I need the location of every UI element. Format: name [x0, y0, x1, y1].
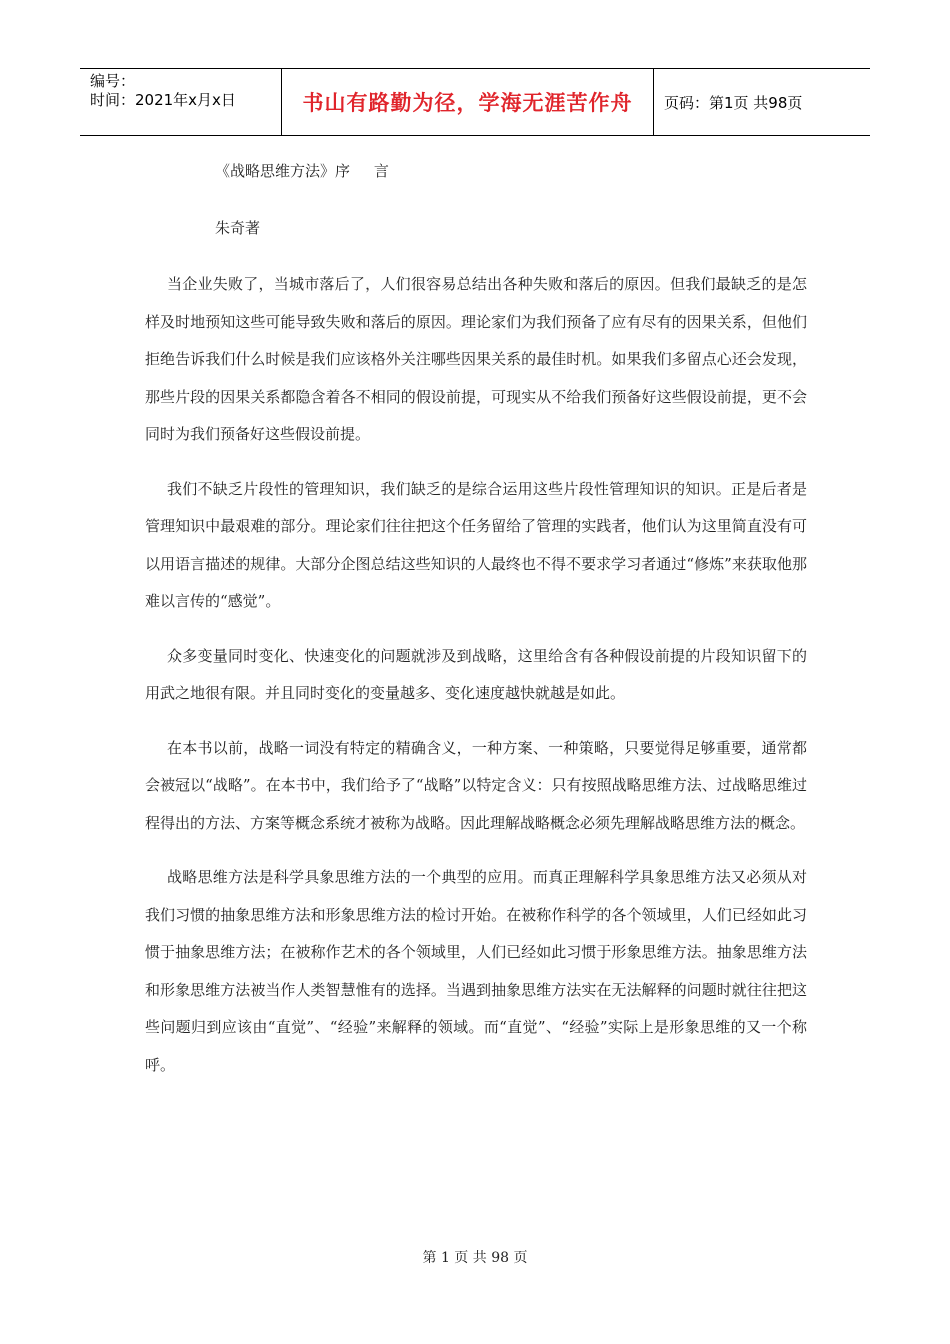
motto-text: 书山有路勤为径，学海无涯苦作舟	[302, 91, 633, 115]
page-header	[80, 68, 870, 136]
paragraph: 众多变量同时变化、快速变化的问题就涉及到战略，这里给含有各种假设前提的片段知识留下的用武之地很有限。并且同时变化的变量越多、变化速度越快就越是如此。	[145, 646, 807, 702]
paragraph: 当企业失败了，当城市落后了，人们很容易总结出各种失败和落后的原因。但我们最缺乏的是怎样及时地预知这些可能导致失败和落后的原因。理论家们为我们预备了应有尽有的因果关系，但他们拒绝告诉我们什么时候是我们应该格外关注哪些因果关系的最佳时机。如果我们多留点心还会发现，那些片段的因果关系都隐含着各不相同的假设前提，可现实从不给我们预备好这些假设前提，更不会同时为我们预备好这些假设前提。	[145, 275, 807, 443]
header-page-cell	[654, 69, 870, 135]
time-label: 时间：2021年x月x日	[90, 91, 236, 109]
document-body	[145, 266, 807, 1101]
header-meta-cell	[80, 69, 282, 135]
paragraph: 在本书以前，战略一词没有特定的精确含义，一种方案、一种策略，只要觉得足够重要，通常都会被冠以“战略”。在本书中，我们给予了“战略”以特定含义：只有按照战略思维方法、过战略思维过程得出的方法、方案等概念系统才被称为战略。因此理解战略概念必须先理解战略思维方法的概念。	[145, 738, 807, 832]
number-label: 编号：	[90, 72, 136, 90]
page-label: 页码：第1页 共98页	[664, 93, 803, 112]
header-motto-cell	[282, 69, 654, 135]
paragraph: 我们不缺乏片段性的管理知识，我们缺乏的是综合运用这些片段性管理知识的知识。正是后者是管理知识中最艰难的部分。理论家们往往把这个任务留给了管理的实践者，他们认为这里简直没有可以用语言描述的规律。大部分企图总结这些知识的人最终也不得不要求学习者通过“修炼”来获取他那难以言传的“感觉”。	[145, 479, 807, 610]
document-title: 《战略思维方法》序 言	[215, 162, 389, 180]
page-footer: 第 1 页 共 98 页	[422, 1250, 528, 1266]
document-author: 朱奇著	[215, 219, 261, 237]
paragraph: 战略思维方法是科学具象思维方法的一个典型的应用。而真正理解科学具象思维方法又必须从对我们习惯的抽象思维方法和形象思维方法的检讨开始。在被称作科学的各个领域里，人们已经如此习惯于抽象思维方法；在被称作艺术的各个领域里，人们已经如此习惯于形象思维方法。抽象思维方法和形象思维方法被当作人类智慧惟有的选择。当遇到抽象思维方法实在无法解释的问题时就往往把这些问题归到应该由“直觉”、“经验”来解释的领域。而“直觉”、“经验”实际上是形象思维的又一个称呼。	[145, 868, 807, 1074]
